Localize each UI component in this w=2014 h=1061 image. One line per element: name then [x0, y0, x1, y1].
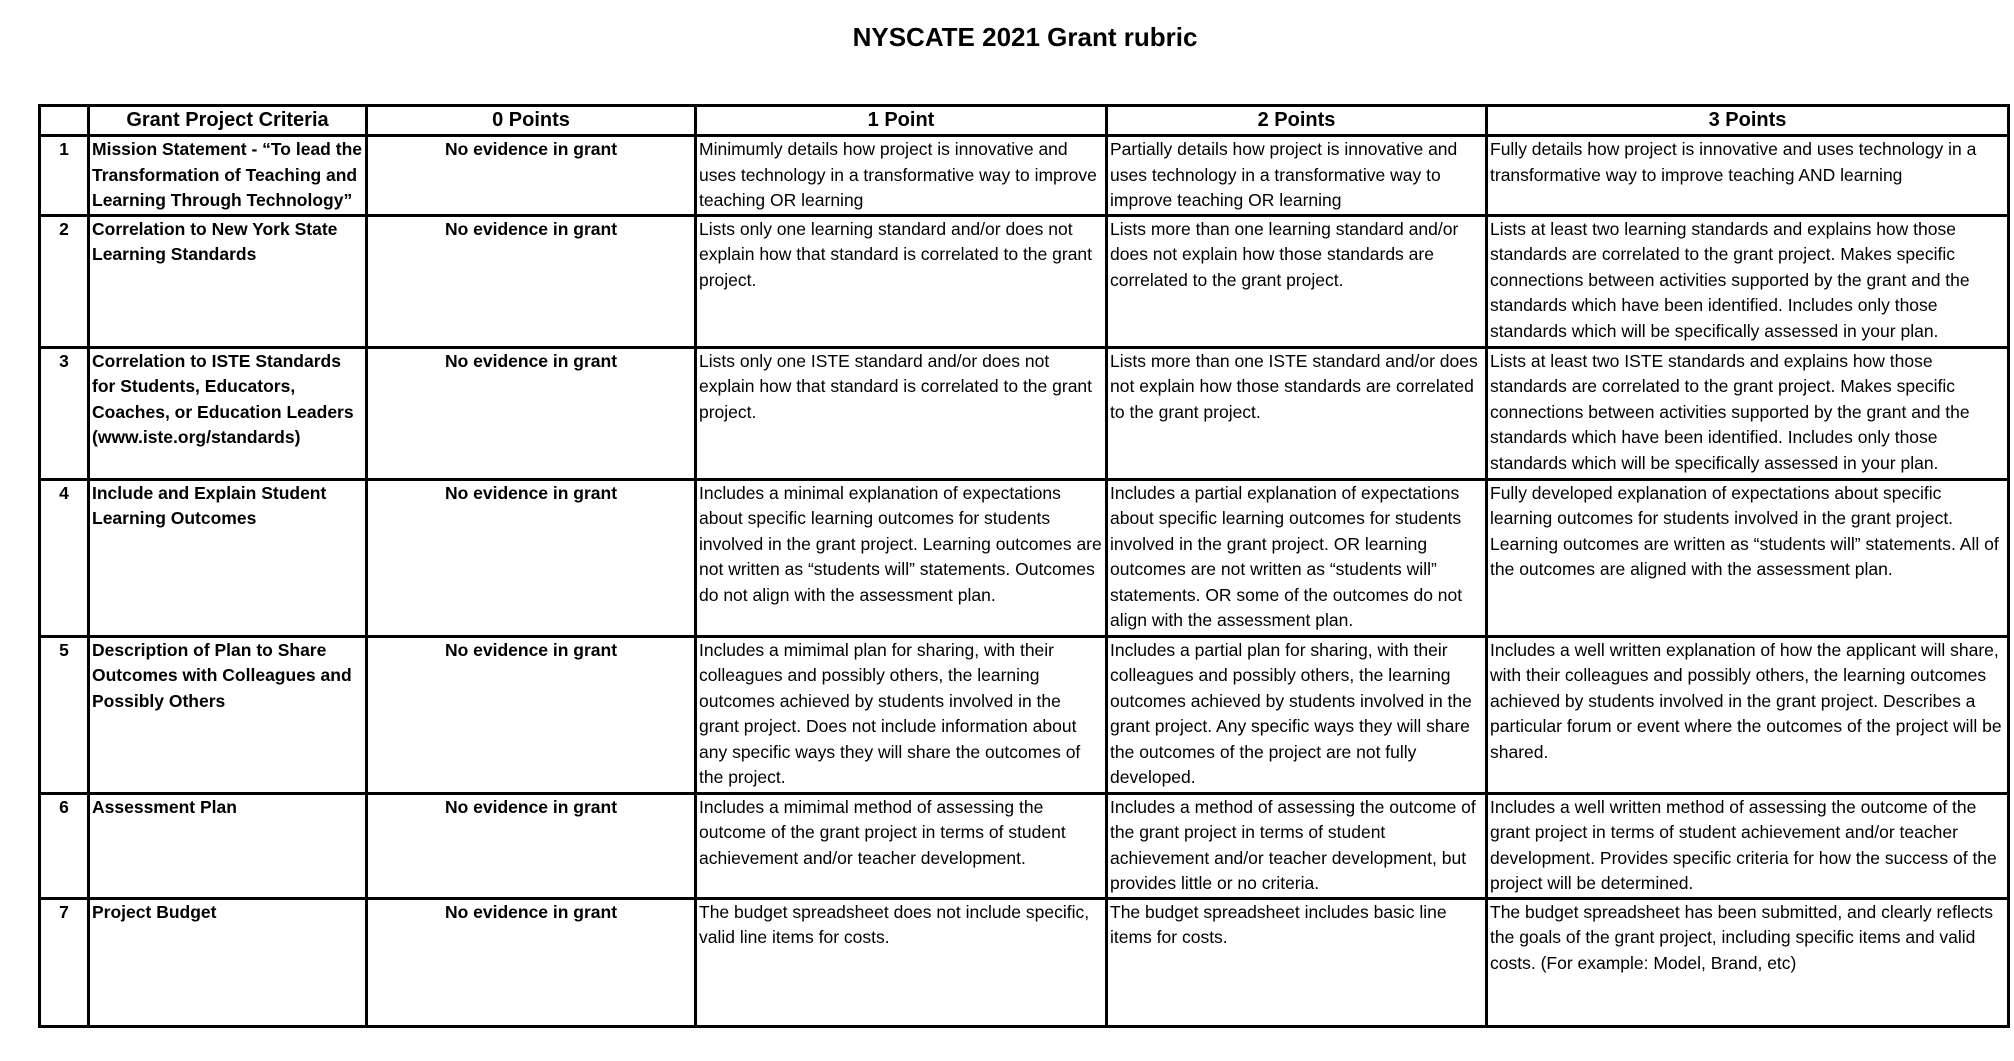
- header-zero-points: 0 Points: [367, 106, 696, 136]
- criteria-cell: Assessment Plan: [89, 793, 367, 898]
- three-points-cell: Lists at least two ISTE standards and explains how those standards are correlated to the grant project. Makes specific connections between activities supported by the grant and the standards which have been identified. Includes only those standards which will be specifically assessed in your plan.: [1487, 347, 2009, 479]
- two-points-cell: Lists more than one ISTE standard and/or does not explain how those standards are correlated to the grant project.: [1107, 347, 1487, 479]
- row-number: 5: [40, 636, 89, 793]
- header-one-point: 1 Point: [696, 106, 1107, 136]
- zero-points-cell: No evidence in grant: [367, 479, 696, 636]
- table-row: [40, 215, 2009, 347]
- row-number: 6: [40, 793, 89, 898]
- row-number: 4: [40, 479, 89, 636]
- zero-points-cell: No evidence in grant: [367, 898, 696, 1026]
- criteria-cell: Description of Plan to Share Outcomes with Colleagues and Possibly Others: [89, 636, 367, 793]
- zero-points-cell: No evidence in grant: [367, 215, 696, 347]
- two-points-cell: Lists more than one learning standard and/or does not explain how those standards are correlated to the grant project.: [1107, 215, 1487, 347]
- three-points-cell: Fully developed explanation of expectations about specific learning outcomes for students involved in the grant project. Learning outcomes are written as “students will” statements. All of the outcomes are aligned with the assessment plan.: [1487, 479, 2009, 636]
- table-row: [40, 479, 2009, 636]
- zero-points-cell: No evidence in grant: [367, 136, 696, 216]
- three-points-cell: Includes a well written explanation of how the applicant will share, with their colleagues and possibly others, the learning outcomes achieved by students involved in the grant project. Describes a particular forum or event where the outcomes of the project will be shared.: [1487, 636, 2009, 793]
- criteria-cell: Correlation to New York State Learning Standards: [89, 215, 367, 347]
- table-row: [40, 636, 2009, 793]
- row-number: 3: [40, 347, 89, 479]
- one-point-cell: Lists only one learning standard and/or does not explain how that standard is correlated to the grant project.: [696, 215, 1107, 347]
- zero-points-cell: No evidence in grant: [367, 636, 696, 793]
- criteria-cell: Project Budget: [89, 898, 367, 1026]
- table-row: [40, 793, 2009, 898]
- rubric-table: [38, 104, 2010, 1028]
- one-point-cell: Minimumly details how project is innovative and uses technology in a transformative way to improve teaching OR learning: [696, 136, 1107, 216]
- zero-points-cell: No evidence in grant: [367, 347, 696, 479]
- criteria-cell: Include and Explain Student Learning Outcomes: [89, 479, 367, 636]
- header-three-points: 3 Points: [1487, 106, 2009, 136]
- header-number: [40, 106, 89, 136]
- row-number: 1: [40, 136, 89, 216]
- document-title: NYSCATE 2021 Grant rubric: [852, 22, 1198, 52]
- one-point-cell: Includes a mimimal method of assessing the outcome of the grant project in terms of student achievement and/or teacher development.: [696, 793, 1107, 898]
- row-number: 2: [40, 215, 89, 347]
- table-row: [40, 347, 2009, 479]
- criteria-cell: Mission Statement - “To lead the Transformation of Teaching and Learning Through Technology”: [89, 136, 367, 216]
- one-point-cell: The budget spreadsheet does not include specific, valid line items for costs.: [696, 898, 1107, 1026]
- table-row: [40, 898, 2009, 1026]
- three-points-cell: Fully details how project is innovative and uses technology in a transformative way to improve teaching AND learning: [1487, 136, 2009, 216]
- three-points-cell: The budget spreadsheet has been submitted, and clearly reflects the goals of the grant project, including specific items and valid costs. (For example: Model, Brand, etc): [1487, 898, 2009, 1026]
- three-points-cell: Lists at least two learning standards and explains how those standards are correlated to the grant project. Makes specific connections between activities supported by the grant and the standards which have been identified. Includes only those standards which will be specifically assessed in your plan.: [1487, 215, 2009, 347]
- two-points-cell: Includes a partial explanation of expectations about specific learning outcomes for students involved in the grant project. OR learning outcomes are not written as “students will” statements. OR some of the outcomes do not align with the assessment plan.: [1107, 479, 1487, 636]
- zero-points-cell: No evidence in grant: [367, 793, 696, 898]
- three-points-cell: Includes a well written method of assessing the outcome of the grant project in terms of student achievement and/or teacher development. Provides specific criteria for how the success of the project will be determined.: [1487, 793, 2009, 898]
- two-points-cell: Includes a method of assessing the outcome of the grant project in terms of student achievement and/or teacher development, but provides little or no criteria.: [1107, 793, 1487, 898]
- two-points-cell: Partially details how project is innovative and uses technology in a transformative way to improve teaching OR learning: [1107, 136, 1487, 216]
- header-row: [40, 106, 2009, 136]
- one-point-cell: Includes a minimal explanation of expectations about specific learning outcomes for students involved in the grant project. Learning outcomes are not written as “students will” statements. Outcomes do not align with the assessment plan.: [696, 479, 1107, 636]
- row-number: 7: [40, 898, 89, 1026]
- two-points-cell: The budget spreadsheet includes basic line items for costs.: [1107, 898, 1487, 1026]
- two-points-cell: Includes a partial plan for sharing, with their colleagues and possibly others, the learning outcomes achieved by students involved in the grant project. Any specific ways they will share the outcomes of the project are not fully developed.: [1107, 636, 1487, 793]
- one-point-cell: Lists only one ISTE standard and/or does not explain how that standard is correlated to the grant project.: [696, 347, 1107, 479]
- header-criteria: Grant Project Criteria: [89, 106, 367, 136]
- criteria-cell: Correlation to ISTE Standards for Students, Educators, Coaches, or Education Leaders (www.iste.org/standards): [89, 347, 367, 479]
- header-two-points: 2 Points: [1107, 106, 1487, 136]
- table-row: [40, 136, 2009, 216]
- one-point-cell: Includes a mimimal plan for sharing, with their colleagues and possibly others, the learning outcomes achieved by students involved in the grant project. Does not include information about any specific ways they will share the outcomes of the project.: [696, 636, 1107, 793]
